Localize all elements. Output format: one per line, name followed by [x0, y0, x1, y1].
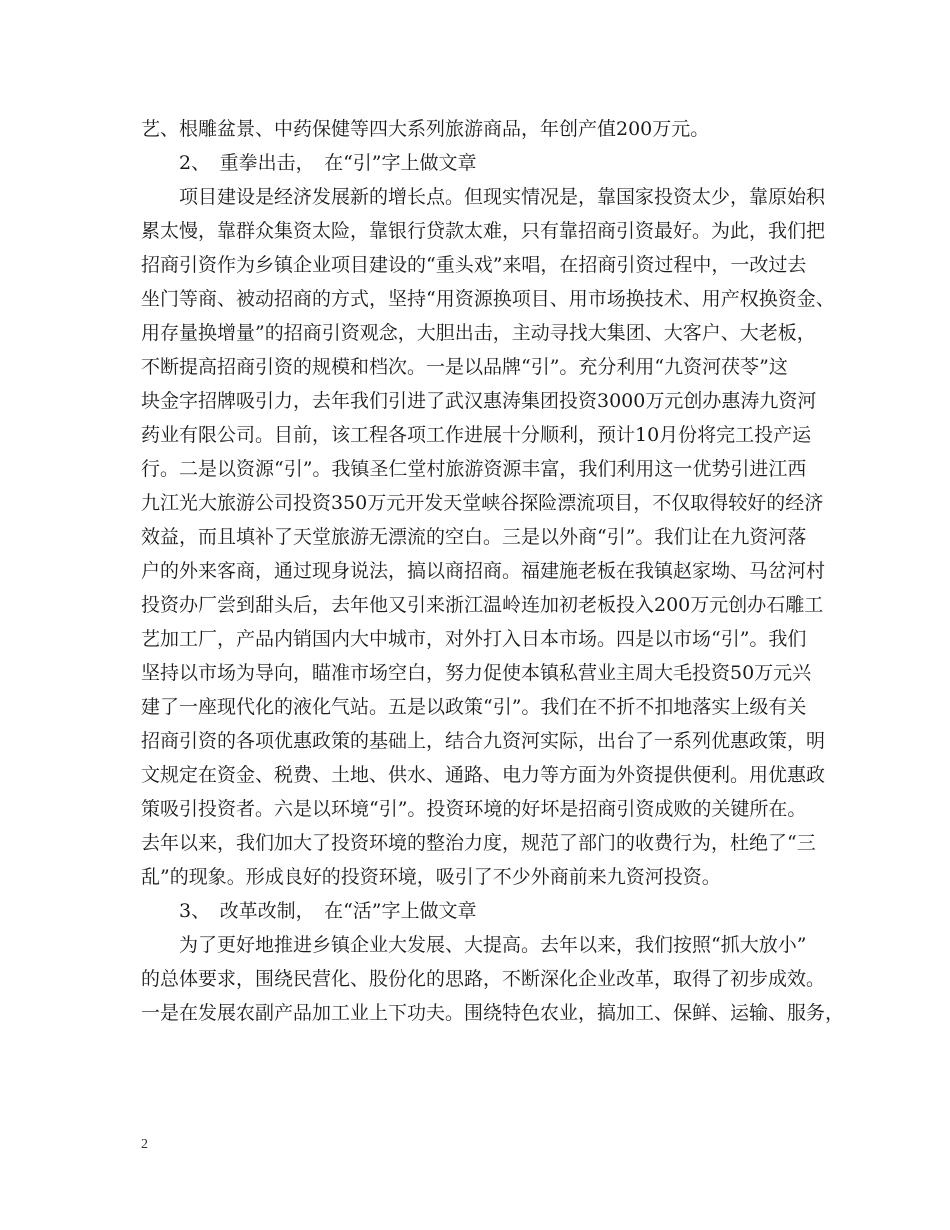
paragraph-line: 一是在发展农副产品加工业上下功夫。围绕特色农业，搞加工、保鲜、运输、服务，: [141, 1002, 845, 1024]
paragraph-line: 策吸引投资者。六是以环境“引”。投资环境的好坏是招商引资成败的关键所在。: [141, 798, 807, 820]
section-heading: 3、 改革改制， 在“活”字上做文章: [141, 900, 477, 922]
paragraph-line: 累太慢，靠群众集资太险，靠银行贷款太难，只有靠招商引资最好。为此，我们把: [141, 220, 826, 242]
page-number: 2: [141, 1137, 148, 1152]
paragraph-line: 的总体要求，围绕民营化、股份化的思路，不断深化企业改革，取得了初步成效。: [141, 968, 826, 990]
section-heading: 2、 重拳出击， 在“引”字上做文章: [141, 152, 477, 174]
paragraph-line: 招商引资作为乡镇企业项目建设的“重头戏”来唱，在招商引资过程中，一改过去: [141, 254, 807, 276]
paragraph-line: 用存量换增量”的招商引资观念，大胆出击，主动寻找大集团、大客户、大老板，: [141, 322, 816, 344]
paragraph-line: 药业有限公司。目前，该工程各项工作进展十分顺利，预计10月份将完工投产运: [141, 424, 812, 446]
paragraph-line: 建了一座现代化的液化气站。五是以政策“引”。我们在不折不扣地落实上级有关: [141, 696, 807, 718]
paragraph-line: 效益，而且填补了天堂旅游无漂流的空白。三是以外商“引”。我们让在九资河落: [141, 526, 807, 548]
paragraph-line: 块金字招牌吸引力，去年我们引进了武汉惠涛集团投资3000万元创办惠涛九资河: [141, 390, 817, 412]
paragraph-line: 投资办厂尝到甜头后，去年他又引来浙江温岭连加初老板投入200万元创办石雕工: [141, 594, 824, 616]
paragraph-line: 项目建设是经济发展新的增长点。但现实情况是，靠国家投资太少，靠原始积: [141, 186, 826, 208]
paragraph-line: 坚持以市场为导向，瞄准市场空白，努力促使本镇私营业主周大毛投资50万元兴: [141, 662, 812, 684]
paragraph-line: 去年以来，我们加大了投资环境的整治力度，规范了部门的收费行为，杜绝了“三: [141, 832, 816, 854]
paragraph-line: 乱”的现象。形成良好的投资环境，吸引了不少外商前来九资河投资。: [141, 866, 721, 888]
paragraph-line: 艺、根雕盆景、中药保健等四大系列旅游商品，年创产值200万元。: [141, 118, 710, 140]
paragraph-line: 户的外来客商，通过现身说法，搞以商招商。福建施老板在我镇赵家坳、马岔河村: [141, 560, 826, 582]
paragraph-line: 招商引资的各项优惠政策的基础上，结合九资河实际，出台了一系列优惠政策，明: [141, 730, 826, 752]
paragraph-line: 艺加工厂，产品内销国内大中城市，对外打入日本市场。四是以市场“引”。我们: [141, 628, 807, 650]
paragraph-line: 文规定在资金、税费、土地、供水、通路、电力等方面为外资提供便利。用优惠政: [141, 764, 826, 786]
paragraph-line: 九江光大旅游公司投资350万元开发天堂峡谷探险漂流项目，不仅取得较好的经济: [141, 492, 824, 514]
paragraph-line: 行。二是以资源“引”。我镇圣仁堂村旅游资源丰富，我们利用这一优势引进江西: [141, 458, 807, 480]
paragraph-line: 坐门等商、被动招商的方式，坚持“用资源换项目、用市场换技术、用产权换资金、: [141, 288, 835, 310]
paragraph-line: 不断提高招商引资的规模和档次。一是以品牌“引”。充分利用“九资河茯苓”这: [141, 356, 788, 378]
paragraph-line: 为了更好地推进乡镇企业大发展、大提高。去年以来，我们按照“抓大放小”: [141, 934, 807, 956]
